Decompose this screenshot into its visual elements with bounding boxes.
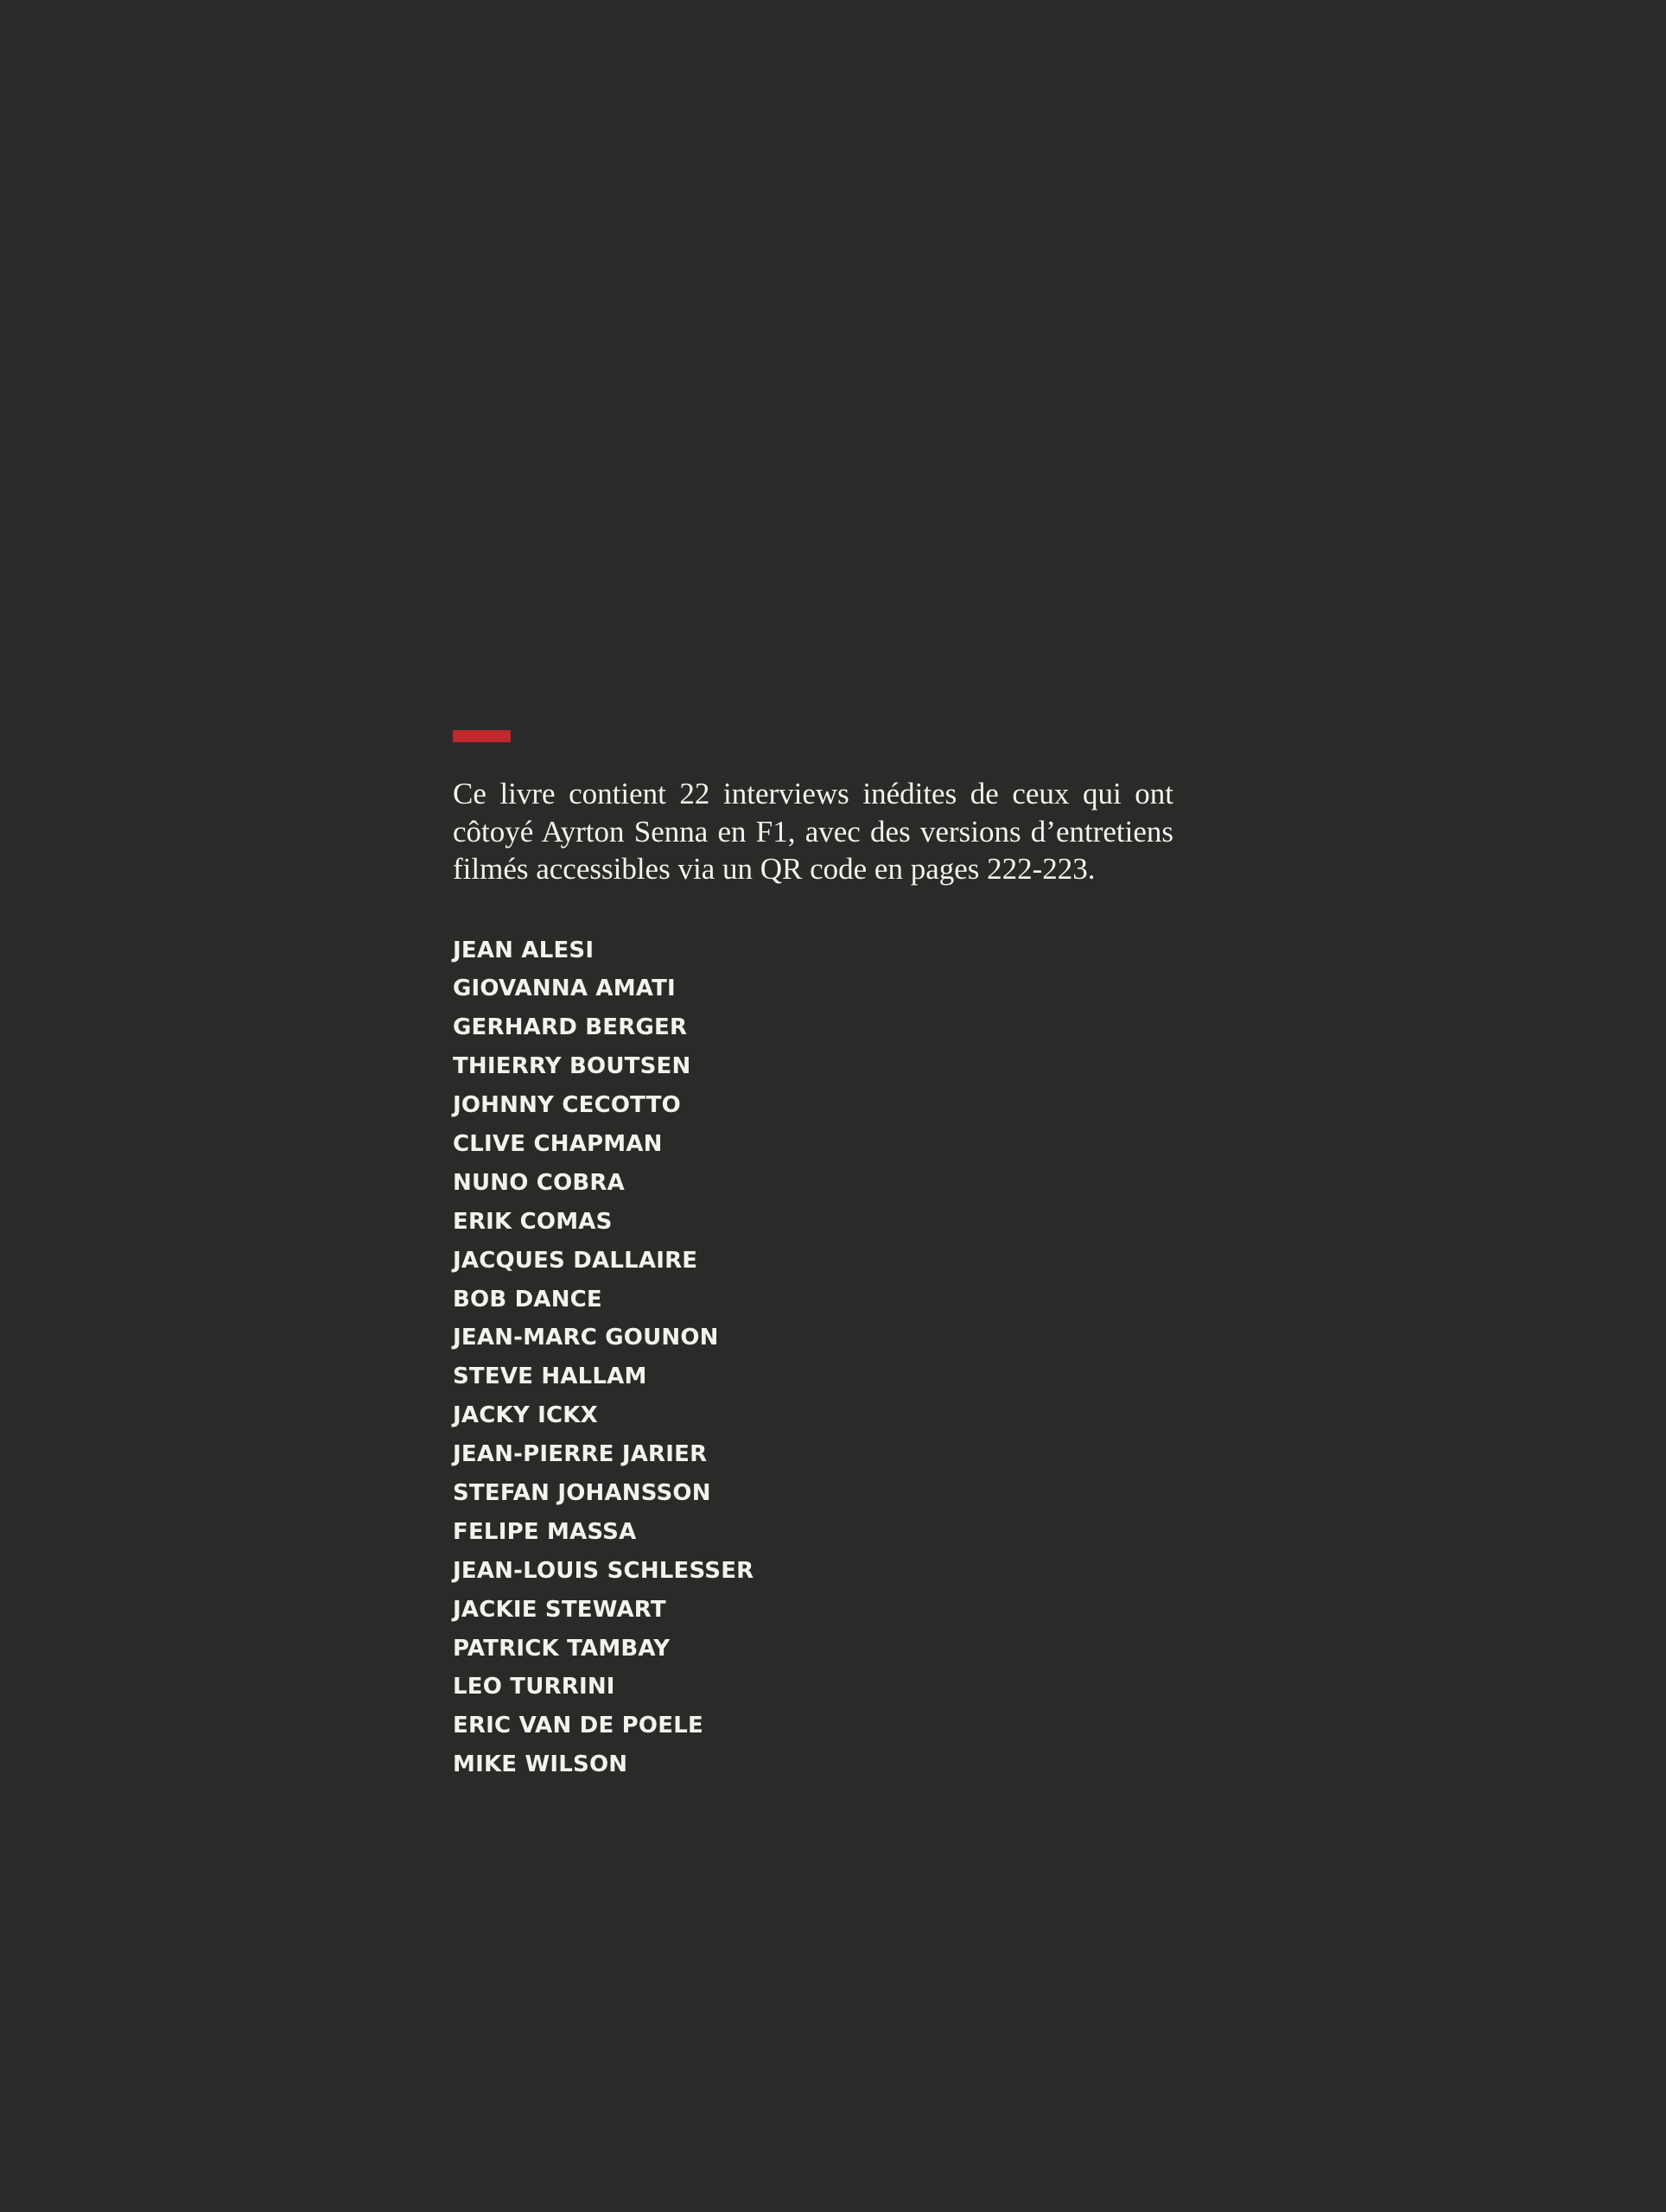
interviewee-name: JEAN-PIERRE JARIER <box>453 1441 708 1468</box>
interviewee-name: ERIK COMAS <box>453 1208 613 1235</box>
interviewee-name: JOHNNY CECOTTO <box>453 1092 681 1119</box>
interviewee-name: PATRICK TAMBAY <box>453 1635 671 1662</box>
interviewee-name: BOB DANCE <box>453 1286 602 1313</box>
red-accent-bar <box>453 730 511 742</box>
interviewee-name: NUNO COBRA <box>453 1169 625 1196</box>
interviewee-name: STEFAN JOHANSSON <box>453 1479 711 1506</box>
interviewee-name: JACKIE STEWART <box>453 1596 666 1623</box>
interviewee-name: ERIC VAN DE POELE <box>453 1713 703 1739</box>
interviewee-name: JACKY ICKX <box>453 1402 598 1429</box>
interviewee-name: JEAN ALESI <box>453 937 595 963</box>
page-content <box>453 730 1173 1784</box>
interviewee-name: STEVE HALLAM <box>453 1363 647 1390</box>
interviewee-name: JEAN-LOUIS SCHLESSER <box>453 1557 754 1584</box>
interviewee-name: LEO TURRINI <box>453 1674 615 1700</box>
interviewee-name: FELIPE MASSA <box>453 1518 637 1545</box>
interviewee-name: JEAN-MARC GOUNON <box>453 1325 719 1351</box>
intro-paragraph: Ce livre contient 22 interviews inédites de ceux qui ont côtoyé Ayrton Senna en F1, avec des versions d’entretiens filmés accessibles via un QR code en pages 222-223. <box>453 777 1173 886</box>
interviewee-name: CLIVE CHAPMAN <box>453 1130 663 1157</box>
interviewee-name: MIKE WILSON <box>453 1751 628 1778</box>
interviewee-name: GIOVANNA AMATI <box>453 976 676 1002</box>
interviewee-name: GERHARD BERGER <box>453 1014 688 1041</box>
interviewee-name: THIERRY BOUTSEN <box>453 1053 691 1080</box>
interviewee-name: JACQUES DALLAIRE <box>453 1247 698 1274</box>
interviewee-list <box>453 931 1173 1785</box>
